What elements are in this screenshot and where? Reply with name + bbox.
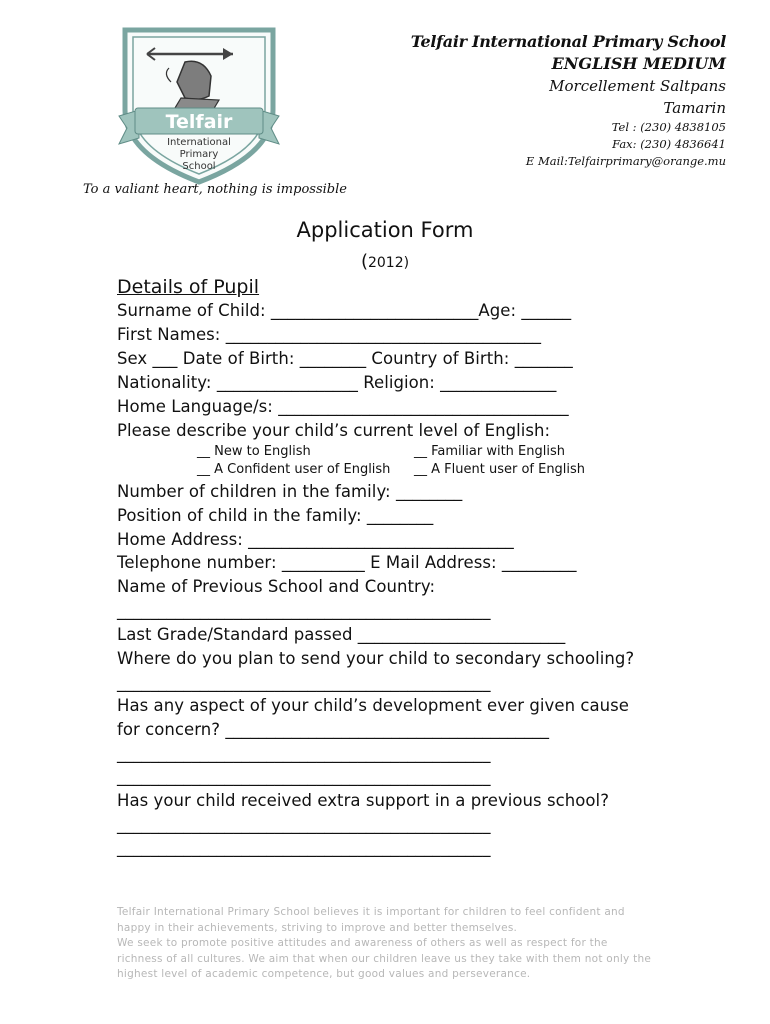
year-value: 2012)	[367, 255, 410, 271]
option-fluent-user[interactable]: __ A Fluent user of English	[414, 462, 586, 477]
field-telephone-email[interactable]: Telephone number: __________ E Mail Address: _________	[117, 553, 577, 572]
field-concern[interactable]: for concern? _______________________________________	[117, 720, 550, 739]
statement-line: happy in their achievements, striving to improve and better themselves.	[117, 921, 518, 934]
previous-school-label: Name of Previous School and Country:	[117, 577, 436, 596]
field-child-position[interactable]: Position of child in the family: ________	[117, 506, 434, 525]
statement-line: We seek to promote positive attitudes and awareness of others as well as respect for the	[117, 937, 608, 949]
field-concern-extra-2[interactable]: _____________________________________________	[117, 767, 491, 786]
field-sex-dob-country[interactable]: Sex ___ Date of Birth: ________ Country of Birth: _______	[117, 349, 573, 368]
field-extra-support-1[interactable]: _____________________________________________	[117, 815, 491, 834]
secondary-school-question: Where do you plan to send your child to secondary schooling?	[117, 649, 635, 668]
logo-school-text: School	[182, 161, 216, 172]
year-open-paren: (	[360, 251, 368, 272]
field-secondary-school[interactable]: _____________________________________________	[117, 673, 491, 692]
field-first-names[interactable]: First Names: ______________________________________	[117, 325, 542, 344]
school-name: Telfair International Primary School	[410, 32, 726, 51]
field-surname-age[interactable]: Surname of Child: _________________________Age: ______	[117, 301, 572, 320]
telephone-info: Tel : (230) 4838105	[611, 120, 726, 134]
logo-international-text: International	[167, 137, 231, 148]
statement-line: richness of all cultures. We aim that when our children leave us they take with them not only the	[117, 952, 652, 965]
address-line2: Tamarin	[663, 99, 726, 117]
option-new-to-english[interactable]: __ New to English	[197, 444, 311, 459]
field-number-of-children[interactable]: Number of children in the family: ________	[117, 482, 463, 501]
form-title: Application Form	[296, 218, 474, 242]
development-question: Has any aspect of your child’s development ever given cause	[117, 696, 630, 715]
fax-info: Fax: (230) 4836641	[612, 137, 726, 151]
school-statement	[117, 905, 657, 983]
school-motto: To a valiant heart, nothing is impossible	[83, 182, 347, 197]
address-line1: Morcellement Saltpans	[549, 77, 726, 95]
field-extra-support-2[interactable]: _____________________________________________	[117, 838, 491, 857]
section-title-pupil: Details of Pupil	[117, 276, 260, 298]
field-last-grade[interactable]: Last Grade/Standard passed _________________________	[117, 625, 566, 644]
option-confident-user[interactable]: __ A Confident user of English	[197, 462, 391, 477]
school-header	[411, 32, 726, 168]
extra-support-question: Has your child received extra support in a previous school?	[117, 791, 610, 810]
statement-line: Telfair International Primary School believes it is important for children to feel confident and	[117, 906, 625, 918]
form-year	[0, 251, 770, 272]
medium-label: ENGLISH MEDIUM	[551, 54, 726, 73]
field-concern-extra-1[interactable]: _____________________________________________	[117, 744, 491, 763]
english-level-question: Please describe your child’s current level of English:	[117, 421, 551, 440]
school-crest-logo	[115, 24, 283, 186]
email-info: E Mail:Telfairprimary@orange.mu	[525, 154, 726, 168]
option-familiar-with-english[interactable]: __ Familiar with English	[414, 444, 565, 459]
field-home-language[interactable]: Home Language/s: ___________________________________	[117, 397, 569, 416]
statement-line: highest level of academic competence, but good values and perseverance.	[117, 968, 531, 980]
field-previous-school[interactable]: _____________________________________________	[117, 601, 491, 620]
field-nationality-religion[interactable]: Nationality: _________________ Religion: ______________	[117, 373, 557, 392]
logo-primary-text: Primary	[179, 149, 219, 160]
logo-name-text: Telfair	[165, 111, 233, 133]
field-home-address[interactable]: Home Address: ________________________________	[117, 530, 514, 549]
